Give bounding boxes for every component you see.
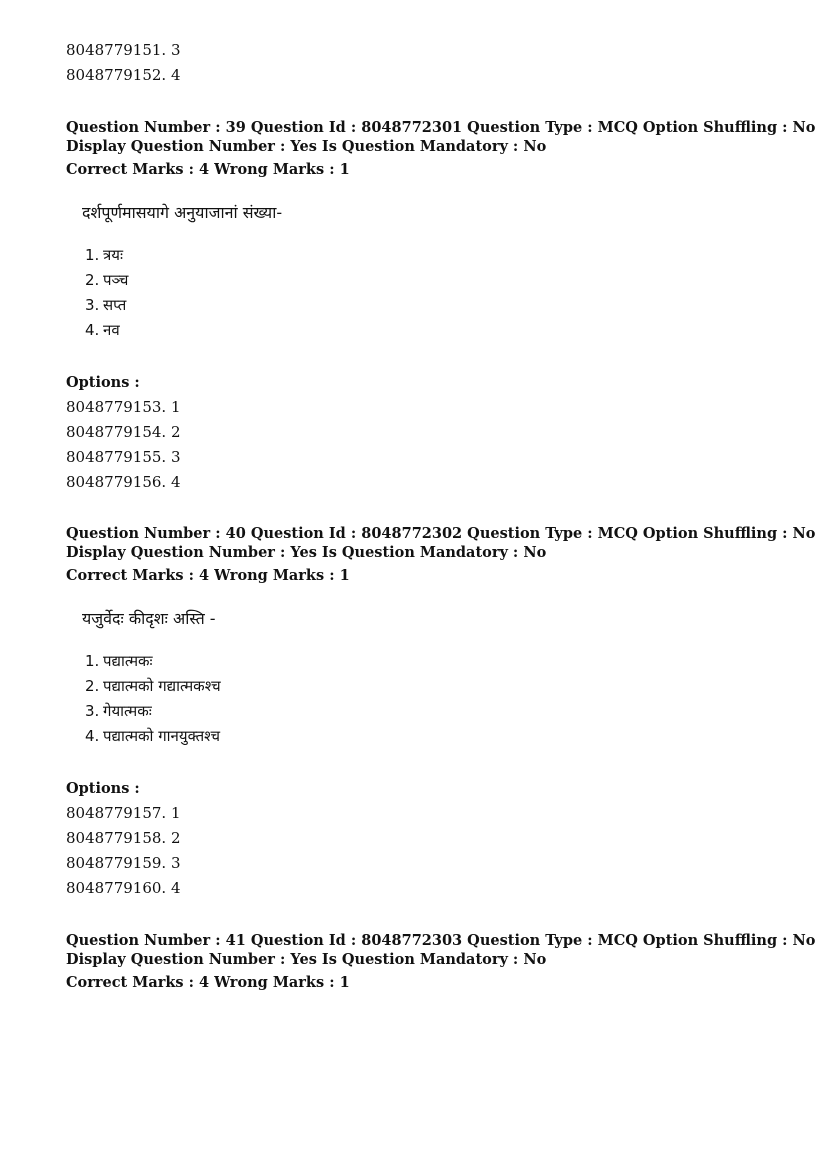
q41-header-line2: Display Question Number : Yes Is Question Mandatory : No [66,951,547,968]
choice-text: सप्त [103,296,127,314]
q40-header-line2: Display Question Number : Yes Is Question Mandatory : No [66,544,547,561]
q39-option-id-2: 8048779154. 2 [66,423,181,441]
q39-choice-2 [85,270,128,290]
q41-header-line1: Question Number : 41 Question Id : 8048772303 Question Type : MCQ Option Shuffling : No [66,932,816,949]
q39-choice-1 [85,245,123,265]
choice-number: 4. [85,321,100,339]
choice-text: त्रयः [103,246,124,264]
q40-choice-3 [85,701,152,721]
q40-option-id-3: 8048779159. 3 [66,854,181,872]
choice-number: 1. [85,652,100,670]
choice-text: पद्यात्मको गानयुक्तश्च [103,727,221,745]
q40-options-label: Options : [66,780,140,797]
choice-text: नव [103,321,120,339]
q39-header-line2: Display Question Number : Yes Is Question Mandatory : No [66,138,547,155]
q39-stem: दर्शपूर्णमासयागे अनुयाजानां संख्या- [82,203,283,222]
choice-text: पञ्च [103,271,129,289]
q39-option-id-1: 8048779153. 1 [66,398,181,416]
prev-option-4: 8048779152. 4 [66,66,181,84]
q39-option-id-4: 8048779156. 4 [66,473,181,491]
prev-option-3: 8048779151. 3 [66,41,181,59]
q39-marks: Correct Marks : 4 Wrong Marks : 1 [66,161,350,178]
q40-option-id-1: 8048779157. 1 [66,804,181,822]
choice-number: 3. [85,296,100,314]
q40-option-id-4: 8048779160. 4 [66,879,181,897]
q39-header-line1: Question Number : 39 Question Id : 8048772301 Question Type : MCQ Option Shuffling : No [66,119,816,136]
q39-choice-3 [85,295,126,315]
q40-option-id-2: 8048779158. 2 [66,829,181,847]
choice-text: पद्यात्मकः [103,652,153,670]
choice-text: गेयात्मकः [103,702,152,720]
q39-choice-4 [85,320,120,340]
choice-text: पद्यात्मको गद्यात्मकश्च [103,677,221,695]
q40-marks: Correct Marks : 4 Wrong Marks : 1 [66,567,350,584]
choice-number: 1. [85,246,100,264]
q41-marks: Correct Marks : 4 Wrong Marks : 1 [66,974,350,991]
q40-header-line1: Question Number : 40 Question Id : 8048772302 Question Type : MCQ Option Shuffling : No [66,525,816,542]
choice-number: 4. [85,727,100,745]
choice-number: 2. [85,271,100,289]
q39-option-id-3: 8048779155. 3 [66,448,181,466]
choice-number: 2. [85,677,100,695]
q40-stem: यजुर्वेदः कीदृशः अस्ति - [82,609,216,628]
q40-choice-1 [85,651,153,671]
choice-number: 3. [85,702,100,720]
q40-choice-2 [85,676,221,696]
q39-options-label: Options : [66,374,140,391]
q40-choice-4 [85,726,220,746]
